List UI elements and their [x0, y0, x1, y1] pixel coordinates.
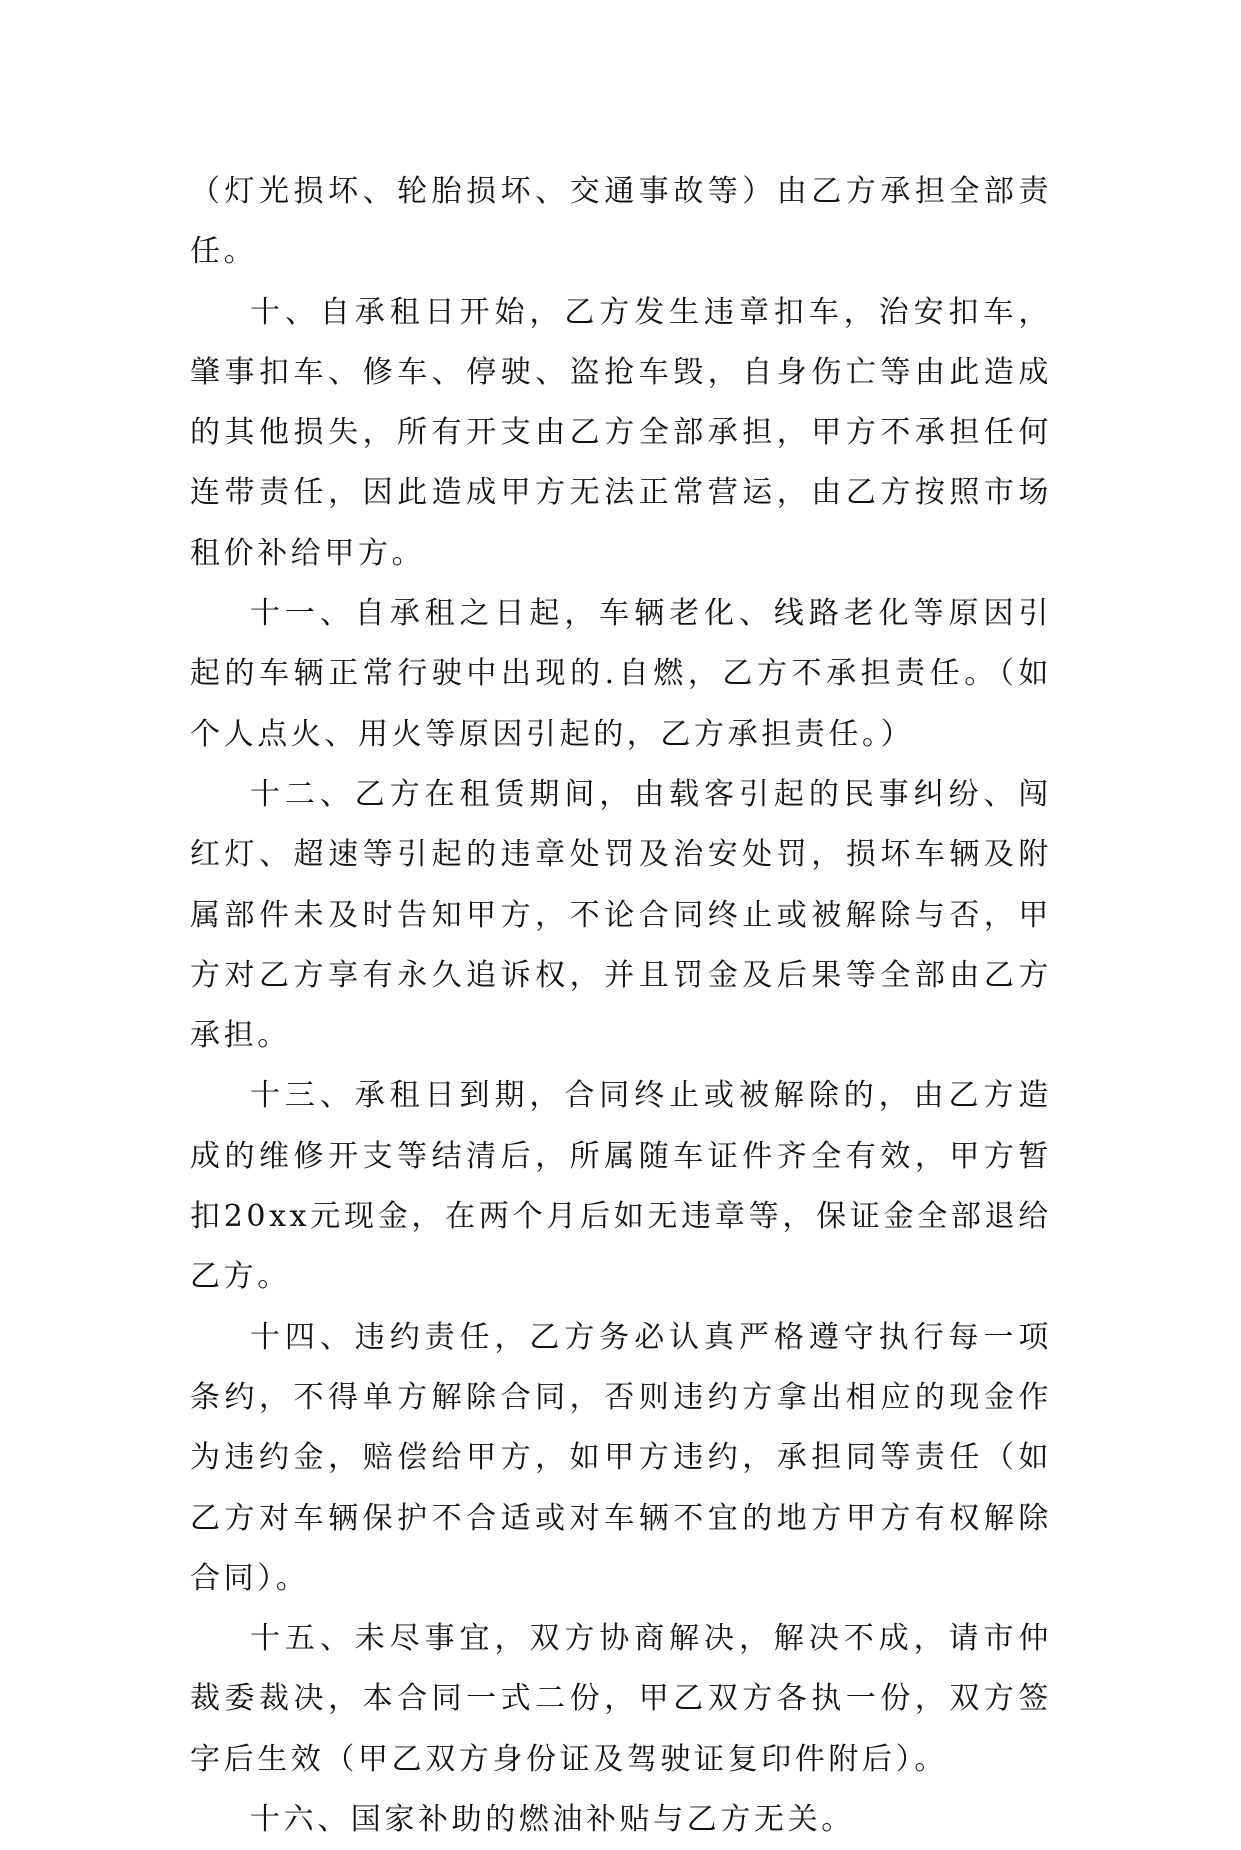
paragraph-continuation: （灯光损坏、轮胎损坏、交通事故等）由乙方承担全部责任。 [190, 174, 1052, 270]
contract-body [190, 162, 1052, 1850]
clause-15: 十五、未尽事宜，双方协商解决，解决不成，请市仲裁委裁决，本合同一式二份，甲乙双方各执一份，双方签字后生效（甲乙双方身份证及驾驶证复印件附后）。 [190, 1621, 1052, 1777]
clause-10: 十、自承租日开始，乙方发生违章扣车，治安扣车，肇事扣车、修车、停驶、盗抢车毁，自身伤亡等由此造成的其他损失，所有开支由乙方全部承担，甲方不承担任何连带责任，因此造成甲方无法正常营运，由乙方按照市场租价补给甲方。 [190, 294, 1052, 571]
clause-13: 十三、承租日到期，合同终止或被解除的，由乙方造成的维修开支等结清后，所属随车证件齐全有效，甲方暂扣20xx元现金，在两个月后如无违章等，保证金全部退给乙方。 [190, 1078, 1052, 1295]
clause-14: 十四、违约责任，乙方务必认真严格遵守执行每一项条约，不得单方解除合同，否则违约方拿出相应的现金作为违约金，赔偿给甲方，如甲方违约，承担同等责任（如乙方对车辆保护不合适或对车辆不宜的地方甲方有权解除合同）。 [190, 1319, 1052, 1596]
clause-11: 十一、自承租之日起，车辆老化、线路老化等原因引起的车辆正常行驶中出现的.自燃，乙方不承担责任。（如个人点火、用火等原因引起的，乙方承担责任。） [190, 596, 1052, 752]
clause-12: 十二、乙方在租赁期间，由载客引起的民事纠纷、闯红灯、超速等引起的违章处罚及治安处罚，损坏车辆及附属部件未及时告知甲方，不论合同终止或被解除与否，甲方对乙方享有永久追诉权，并且罚金及后果等全部由乙方承担。 [190, 776, 1052, 1054]
clause-16: 十六、国家补助的燃油补贴与乙方无关。 [250, 1802, 855, 1838]
